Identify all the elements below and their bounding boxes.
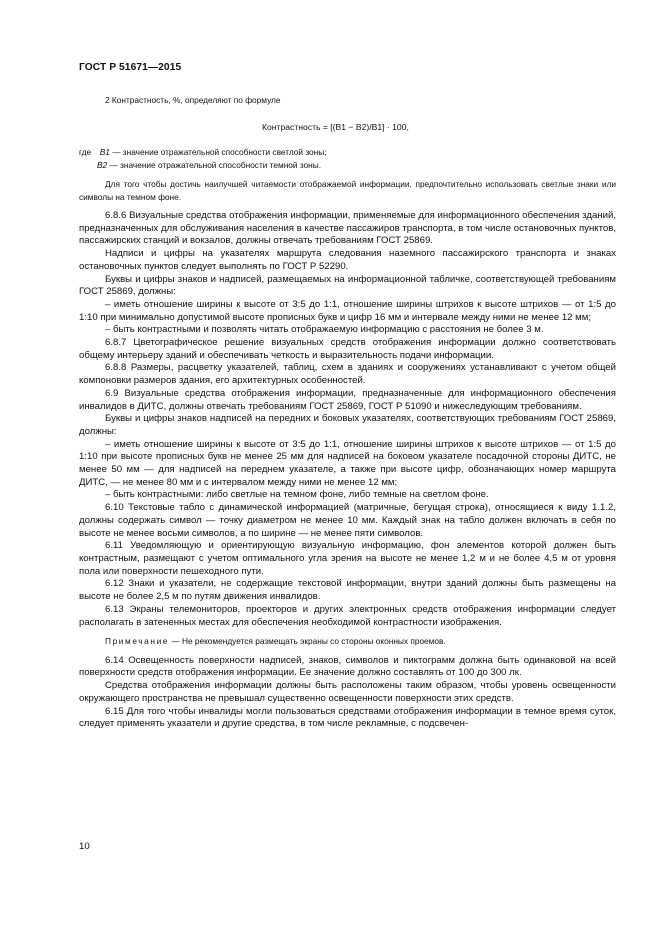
formula-definitions [79,146,327,171]
definition-prefix: где [79,147,92,157]
list-item: – иметь отношение ширины к высоте от 3:5 до 1:1, отношение ширины штрихов к высоте штрихов — от 1:5 до 1:10 при высоте прописных букв не менее 25 мм для надписей на боковом указателе посадочной стороны ДИТС, не менее 50 мм — для надписей на переднем указателе, а также при высоте цифр, обозначающих номер маршрута ДИТС, — не менее 80 мм и с интервалом между ними не менее 12 мм; [79,438,616,488]
screen-note [79,635,616,648]
paragraph-6-9: 6.9 Визуальные средства отображения информации, предназначенные для информационного обеспечения инвалидов в ДИТС, должны отвечать требованиям ГОСТ 25869, ГОСТ Р 51090 и нижеследующим требованиям. [79,387,616,412]
paragraph-placement: Средства отображения информации должны быть расположены таким образом, чтобы уровень освещенности окружающего пространства не превышал существенно освещенности поверхности этих средств. [79,680,616,704]
main-text [79,210,616,731]
definition-b2 [79,159,327,172]
list-item: – иметь отношение ширины к высоте от 3:5 до 1:1, отношение ширины штрихов к высоте штрихов — от 1:5 до 1:10 при минимально допустимой высоте прописных букв и цифр 16 мм и интервале между ними не менее 12 мм; [79,298,616,323]
paragraph-6-8-6: 6.8.6 Визуальные средства отображения информации, применяемые для информационного обеспечения зданий, предназначенных для обслуживания населения в качестве пассажиров транспорта, в том числе остановочных пунктов, пассажирских станций и вокзалов, должны отвечать требованиям ГОСТ 25869. [79,210,616,247]
paragraph-route: Надписи и цифры на указателях маршрута следования наземного пассажирского транспорта и знаках остановочных пунктов следует выполнять по ГОСТ Р 52290. [79,248,616,272]
note-text: — Не рекомендуется размещать экраны со стороны оконных проемов. [171,636,446,647]
contrast-intro: 2 Контрастность, %, определяют по формуле [105,95,281,105]
definition-b1-text: — значение отражательной способности светлой зоны; [112,147,327,157]
contrast-formula: Контрастность = [(B1 − B2)/B1] · 100, [262,122,409,132]
definition-b2-text: — значение отражательной способности темной зоны. [109,159,322,170]
paragraph-letters: Буквы и цифры знаков и надписей, размещаемых на информационной табличке, соответствующей требованиям ГОСТ 25869, должны: [79,273,616,298]
paragraph-6-13: 6.13 Экраны телемониторов, проекторов и других электронных средств отображения информации следует располагать в затененных местах для обеспечения необходимой контрастности изображения. [79,603,616,628]
paragraph-signs: Буквы и цифры знаков надписей на передних и боковых указателях, соответствующих требованиям ГОСТ 25869, должны: [79,413,616,437]
definition-b1 [79,146,327,159]
symbol-b1: B1 [99,147,110,157]
list-item: – быть контрастными и позволять читать отображаемую информацию с расстояния не более 3 м. [105,324,544,336]
paragraph-6-14: 6.14 Освещенность поверхности надписей, знаков, символов и пиктограмм должна быть одинаковой на всей поверхности средств отображения информации. Ее значение должно составлять от 100 до 300 лк. [79,654,616,679]
contrast-note: Для того чтобы достичь наилучшей читаемости отображаемой информации, предпочтительно использовать светлые знаки или символы на темном фоне. [79,179,616,202]
paragraph-6-8-7: 6.8.7 Цветографическое решение визуальных средств отображения информации должно соответствовать общему интерьеру зданий и обеспечивать четкость и выразительность подачи информации. [79,337,616,361]
page-number: 10 [79,841,90,852]
list-item: – быть контрастными: либо светлые на темном фоне, либо темные на светлом фоне. [105,489,489,501]
paragraph-6-12: 6.12 Знаки и указатели, не содержащие текстовой информации, внутри зданий должны быть размещены на высоте не более 2,5 м по путям движения инвалидов. [79,578,616,603]
paragraph-6-15: 6.15 Для того чтобы инвалиды могли пользоваться средствами отображения информации в темное время суток, следует применять указатели и другие средства, в том числе рекламные, с подсвечен- [79,705,616,730]
paragraph-6-11: 6.11 Уведомляющую и ориентирующую визуальную информацию, фон элементов которой должен быть контрастным, размещают с учетом оптимального угла зрения на высоте не менее 1,2 м и не более 4,5 м от уровня пола или поверхности пешеходного пути. [79,540,616,577]
paragraph-6-10: 6.10 Текстовые табло с динамической информацией (матричные, бегущая строка), относящиеся к виду 1.1.2, должны содержать символ — точку диаметром не менее 10 мм. Каждый знак на табло должен включать в себя по высоте не менее восьми символов, а по ширине — не менее пяти символов. [79,502,616,539]
paragraph-6-8-8: 6.8.8 Размеры, расцветку указателей, таблиц, схем в зданиях и сооружениях устанавливают с учетом общей компоновки размеров здания, его архитектурных особенностей. [79,362,616,387]
note-label: Примечание [105,636,170,647]
document-header: ГОСТ Р 51671—2015 [79,62,182,73]
symbol-b2: B2 [97,159,108,170]
